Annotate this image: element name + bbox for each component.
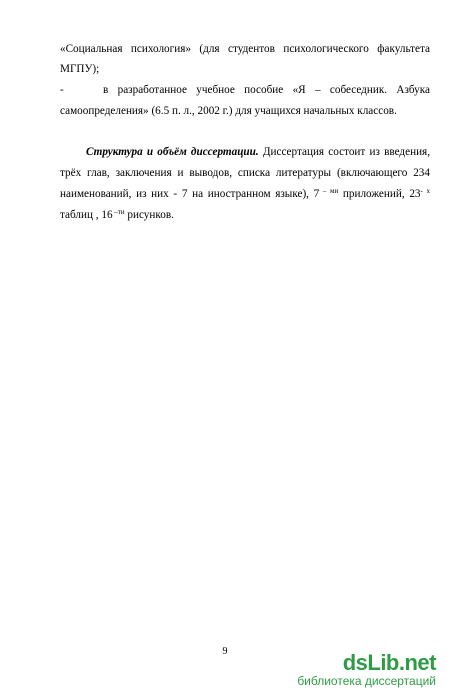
watermark-logo [297, 652, 436, 674]
paragraph-3-line-1 [86, 145, 430, 159]
list-dash: - [60, 84, 64, 96]
paragraph-3-line-4-a: таблиц , 16 [60, 209, 113, 221]
paragraph-3-line-3 [60, 187, 430, 202]
paragraph-3-line-4 [60, 208, 174, 223]
watermark-logo-suffix: .net [398, 650, 436, 675]
paragraph-3-line-2: трёх глав, заключения и выводов, списка литературы (включающего 234 [60, 167, 430, 179]
paragraph-3-line-4-b: рисунков. [124, 209, 174, 221]
paragraph-3-line-3-a: наименований, из них - 7 на иностранном языке), 7 [60, 188, 320, 200]
paragraph-3-line-1-text: Диссертация состоит из введения, [258, 146, 430, 158]
superscript-2: - х [420, 187, 430, 195]
paragraph-2-line-2: самоопределения» (6.5 п. л., 2002 г.) для учащихся начальных классов. [60, 105, 397, 117]
paragraph-1-line-2: МГПУ); [60, 63, 100, 75]
superscript-3: –ти [112, 208, 125, 216]
paragraph-3-line-3-b: приложений, 23 [338, 188, 421, 200]
section-heading: Структура и объём диссертации. [86, 146, 259, 158]
dslib-watermark[interactable] [297, 652, 436, 688]
paragraph-2-line-1: в разработанное учебное пособие «Я – собеседник. Азбука [103, 84, 430, 96]
watermark-logo-main: dsLib [342, 650, 399, 675]
watermark-subtitle: библиотека диссертаций [297, 674, 436, 688]
paragraph-1-line-1: «Социальная психология» (для студентов психологического факультета [60, 43, 430, 55]
superscript-1: – ми [319, 187, 339, 195]
page-number: 9 [222, 646, 228, 657]
